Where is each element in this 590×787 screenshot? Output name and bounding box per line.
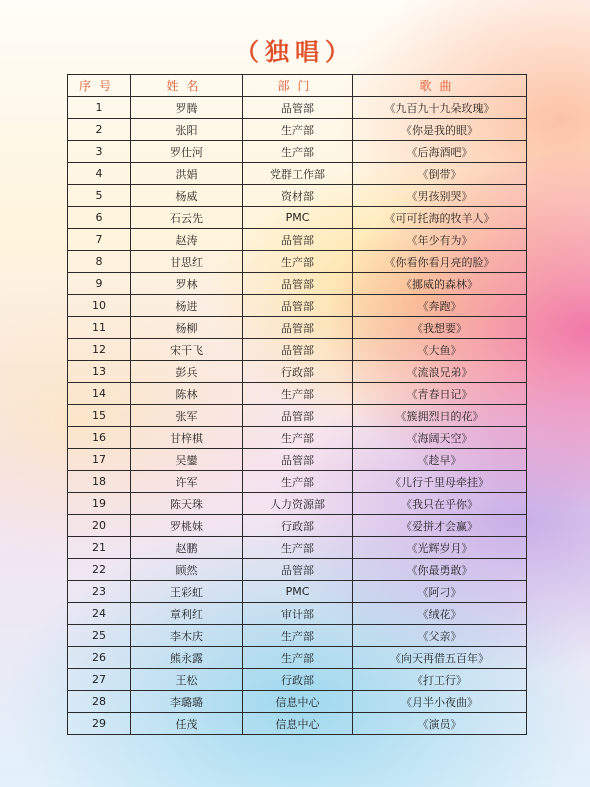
row-department: 品管部 bbox=[243, 229, 353, 251]
table-row bbox=[68, 97, 527, 119]
row-department: 品管部 bbox=[243, 273, 353, 295]
row-song: 《年少有为》 bbox=[353, 229, 527, 251]
table-row bbox=[68, 559, 527, 581]
row-song: 《向天再借五百年》 bbox=[353, 647, 527, 669]
row-song: 《男孩别哭》 bbox=[353, 185, 527, 207]
table-row bbox=[68, 383, 527, 405]
row-number: 11 bbox=[68, 317, 131, 339]
row-number: 8 bbox=[68, 251, 131, 273]
table-row bbox=[68, 119, 527, 141]
row-name: 罗仕河 bbox=[131, 141, 243, 163]
row-song: 《我只在乎你》 bbox=[353, 493, 527, 515]
row-name: 吴鑾 bbox=[131, 449, 243, 471]
row-song: 《九百九十九朵玫瑰》 bbox=[353, 97, 527, 119]
row-song: 《青春日记》 bbox=[353, 383, 527, 405]
row-department: 品管部 bbox=[243, 97, 353, 119]
row-department: PMC bbox=[243, 207, 353, 229]
row-number: 2 bbox=[68, 119, 131, 141]
row-name: 赵涛 bbox=[131, 229, 243, 251]
row-song: 《后海酒吧》 bbox=[353, 141, 527, 163]
page-title: （独唱） bbox=[235, 38, 355, 66]
table-row bbox=[68, 581, 527, 603]
row-name: 王松 bbox=[131, 669, 243, 691]
row-name: 洪娟 bbox=[131, 163, 243, 185]
table-row bbox=[68, 493, 527, 515]
row-department: 行政部 bbox=[243, 669, 353, 691]
table-header bbox=[68, 75, 527, 97]
row-number: 24 bbox=[68, 603, 131, 625]
row-department: 品管部 bbox=[243, 339, 353, 361]
table-body bbox=[68, 97, 527, 735]
row-department: 生产部 bbox=[243, 471, 353, 493]
row-department: 信息中心 bbox=[243, 691, 353, 713]
row-number: 17 bbox=[68, 449, 131, 471]
row-name: 陈林 bbox=[131, 383, 243, 405]
row-department: 信息中心 bbox=[243, 713, 353, 735]
row-name: 杨进 bbox=[131, 295, 243, 317]
row-department: 生产部 bbox=[243, 383, 353, 405]
table-row bbox=[68, 515, 527, 537]
table-row bbox=[68, 273, 527, 295]
row-song: 《光辉岁月》 bbox=[353, 537, 527, 559]
table-row bbox=[68, 449, 527, 471]
row-name: 宋干飞 bbox=[131, 339, 243, 361]
row-department: 生产部 bbox=[243, 141, 353, 163]
table-row bbox=[68, 251, 527, 273]
row-song: 《可可托海的牧羊人》 bbox=[353, 207, 527, 229]
row-name: 甘梓棋 bbox=[131, 427, 243, 449]
row-song: 《你最勇敢》 bbox=[353, 559, 527, 581]
row-name: 陈天珠 bbox=[131, 493, 243, 515]
row-number: 14 bbox=[68, 383, 131, 405]
table-row bbox=[68, 669, 527, 691]
row-name: 李璐璐 bbox=[131, 691, 243, 713]
row-song: 《父亲》 bbox=[353, 625, 527, 647]
row-name: 许军 bbox=[131, 471, 243, 493]
row-name: 罗林 bbox=[131, 273, 243, 295]
row-number: 7 bbox=[68, 229, 131, 251]
row-song: 《月半小夜曲》 bbox=[353, 691, 527, 713]
row-song: 《奔跑》 bbox=[353, 295, 527, 317]
table-row bbox=[68, 427, 527, 449]
row-number: 25 bbox=[68, 625, 131, 647]
row-name: 甘思红 bbox=[131, 251, 243, 273]
row-number: 6 bbox=[68, 207, 131, 229]
row-department: 行政部 bbox=[243, 361, 353, 383]
row-number: 12 bbox=[68, 339, 131, 361]
row-department: 品管部 bbox=[243, 559, 353, 581]
row-department: 生产部 bbox=[243, 625, 353, 647]
row-department: 品管部 bbox=[243, 449, 353, 471]
row-name: 张军 bbox=[131, 405, 243, 427]
row-name: 章利红 bbox=[131, 603, 243, 625]
row-song: 《你是我的眼》 bbox=[353, 119, 527, 141]
program-table bbox=[67, 74, 527, 735]
table-row bbox=[68, 603, 527, 625]
table-row bbox=[68, 471, 527, 493]
header-department: 部门 bbox=[243, 75, 353, 97]
row-song: 《你看你看月亮的脸》 bbox=[353, 251, 527, 273]
table-row bbox=[68, 207, 527, 229]
header-row bbox=[68, 75, 527, 97]
row-number: 18 bbox=[68, 471, 131, 493]
row-department: 品管部 bbox=[243, 295, 353, 317]
row-song: 《阿刁》 bbox=[353, 581, 527, 603]
row-song: 《流浪兄弟》 bbox=[353, 361, 527, 383]
row-number: 15 bbox=[68, 405, 131, 427]
row-song: 《倒带》 bbox=[353, 163, 527, 185]
row-name: 石云先 bbox=[131, 207, 243, 229]
row-department: PMC bbox=[243, 581, 353, 603]
table-row bbox=[68, 163, 527, 185]
row-song: 《趁早》 bbox=[353, 449, 527, 471]
table-row bbox=[68, 713, 527, 735]
row-name: 张阳 bbox=[131, 119, 243, 141]
row-song: 《我想要》 bbox=[353, 317, 527, 339]
row-song: 《爱拼才会赢》 bbox=[353, 515, 527, 537]
row-department: 审计部 bbox=[243, 603, 353, 625]
table-row bbox=[68, 625, 527, 647]
row-department: 生产部 bbox=[243, 119, 353, 141]
row-song: 《演员》 bbox=[353, 713, 527, 735]
table-row bbox=[68, 317, 527, 339]
row-number: 5 bbox=[68, 185, 131, 207]
row-song: 《大鱼》 bbox=[353, 339, 527, 361]
table-row bbox=[68, 185, 527, 207]
row-number: 20 bbox=[68, 515, 131, 537]
row-number: 26 bbox=[68, 647, 131, 669]
row-name: 杨威 bbox=[131, 185, 243, 207]
row-department: 生产部 bbox=[243, 647, 353, 669]
row-name: 熊永露 bbox=[131, 647, 243, 669]
row-name: 罗桃妹 bbox=[131, 515, 243, 537]
table-row bbox=[68, 405, 527, 427]
row-number: 4 bbox=[68, 163, 131, 185]
row-department: 行政部 bbox=[243, 515, 353, 537]
row-department: 人力资源部 bbox=[243, 493, 353, 515]
row-number: 21 bbox=[68, 537, 131, 559]
row-department: 资材部 bbox=[243, 185, 353, 207]
row-song: 《打工行》 bbox=[353, 669, 527, 691]
row-department: 品管部 bbox=[243, 405, 353, 427]
row-song: 《挪威的森林》 bbox=[353, 273, 527, 295]
row-department: 党群工作部 bbox=[243, 163, 353, 185]
row-song: 《簇拥烈日的花》 bbox=[353, 405, 527, 427]
header-name: 姓名 bbox=[131, 75, 243, 97]
row-name: 王彩虹 bbox=[131, 581, 243, 603]
row-number: 28 bbox=[68, 691, 131, 713]
row-number: 29 bbox=[68, 713, 131, 735]
header-number: 序号 bbox=[68, 75, 131, 97]
row-number: 22 bbox=[68, 559, 131, 581]
row-name: 顾然 bbox=[131, 559, 243, 581]
row-number: 13 bbox=[68, 361, 131, 383]
row-department: 品管部 bbox=[243, 317, 353, 339]
table-row bbox=[68, 339, 527, 361]
row-number: 16 bbox=[68, 427, 131, 449]
table-row bbox=[68, 141, 527, 163]
table-row bbox=[68, 229, 527, 251]
row-number: 23 bbox=[68, 581, 131, 603]
row-department: 生产部 bbox=[243, 537, 353, 559]
row-number: 10 bbox=[68, 295, 131, 317]
row-department: 生产部 bbox=[243, 427, 353, 449]
header-song: 歌曲 bbox=[353, 75, 527, 97]
table-row bbox=[68, 691, 527, 713]
row-name: 杨柳 bbox=[131, 317, 243, 339]
row-name: 罗腾 bbox=[131, 97, 243, 119]
table-row bbox=[68, 295, 527, 317]
row-song: 《绒花》 bbox=[353, 603, 527, 625]
row-number: 3 bbox=[68, 141, 131, 163]
row-name: 任茂 bbox=[131, 713, 243, 735]
row-name: 李木庆 bbox=[131, 625, 243, 647]
row-number: 19 bbox=[68, 493, 131, 515]
row-number: 1 bbox=[68, 97, 131, 119]
row-number: 27 bbox=[68, 669, 131, 691]
table-row bbox=[68, 537, 527, 559]
row-number: 9 bbox=[68, 273, 131, 295]
row-department: 生产部 bbox=[243, 251, 353, 273]
row-song: 《儿行千里母牵挂》 bbox=[353, 471, 527, 493]
row-name: 彭兵 bbox=[131, 361, 243, 383]
table-row bbox=[68, 361, 527, 383]
table-row bbox=[68, 647, 527, 669]
row-name: 赵鹏 bbox=[131, 537, 243, 559]
row-song: 《海阔天空》 bbox=[353, 427, 527, 449]
